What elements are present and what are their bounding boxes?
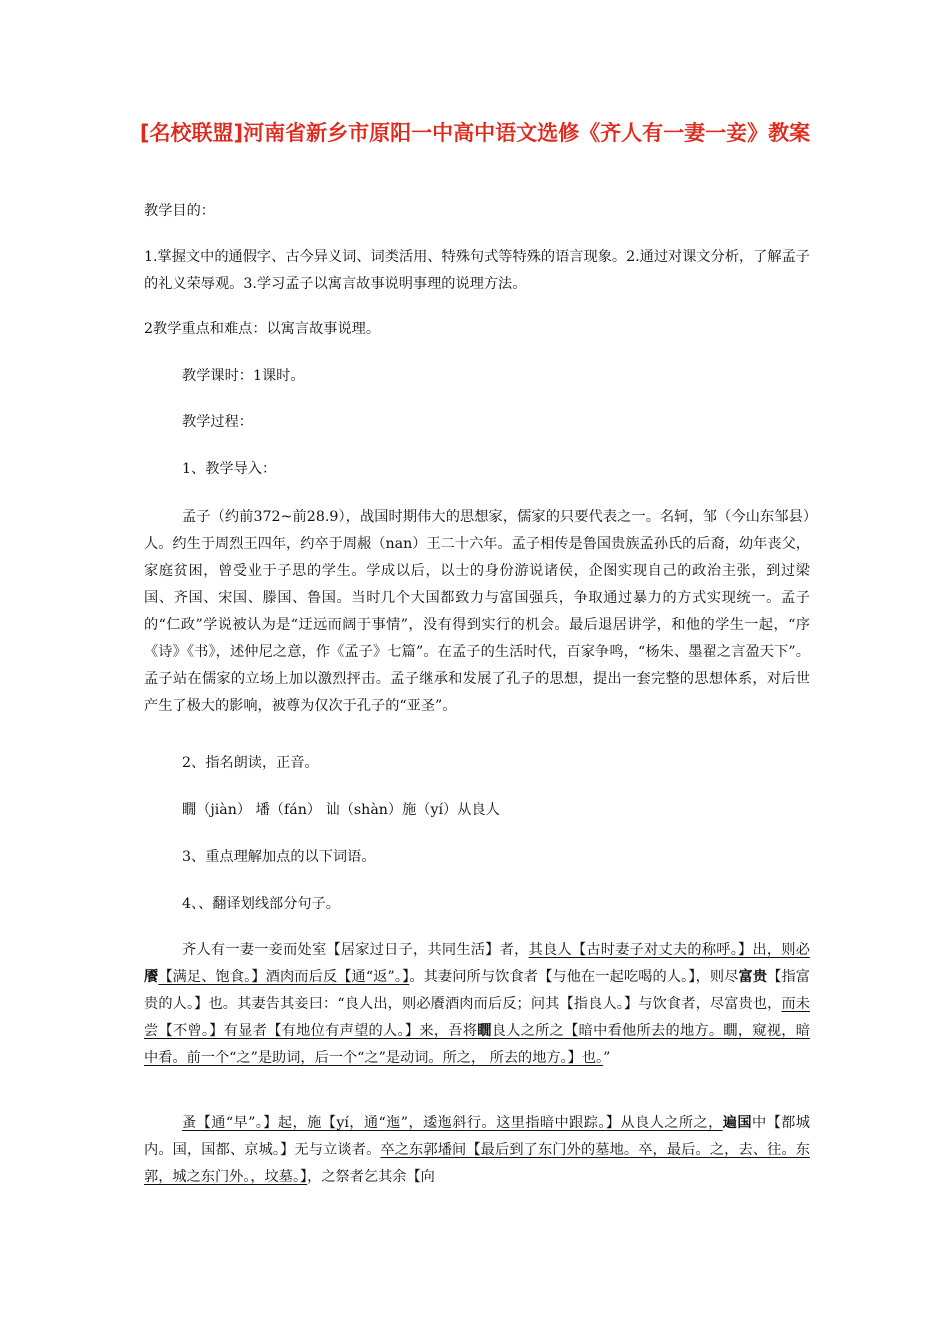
underlined-segment: 卒之东郭墦间【最后到了东门外的墓地。卒，最后。之，去、往。东郭，城之东门外。，坟墓。】: [144, 1142, 810, 1185]
text-segment: 齐人有一妻一妾而处室【居家过日子，共同生活】者，: [182, 942, 529, 958]
bold-word: 富贵: [738, 969, 768, 985]
text-segment: ”: [603, 1050, 611, 1066]
bold-word: 餍: [144, 969, 159, 985]
step-2-heading: 2、指名朗读，正音。: [182, 755, 319, 771]
step-1-heading: 1、教学导入：: [182, 461, 277, 477]
section-label-objectives: 教学目的：: [144, 203, 215, 219]
section-label-process: 教学过程：: [182, 414, 253, 430]
bold-word: 遍国: [722, 1115, 752, 1131]
underlined-segment: 而未尝【不曾。】有显者【有地位有声望的人。】来，吾将: [144, 996, 810, 1039]
underlined-segment: 【满足、饱食。】酒肉而后反【通“返”。】: [158, 969, 410, 985]
step-4-heading: 4、、翻译划线部分句子。: [182, 896, 340, 912]
key-points-text: 2教学重点和难点：以寓言故事说理。: [144, 321, 381, 337]
bold-word: 瞯: [477, 1023, 492, 1039]
original-text-paragraph-1: [144, 937, 810, 1072]
objectives-text: 1.掌握文中的通假字、古今异义词、词类活用、特殊句式等特殊的语言现象。2.通过对课文分析，了解孟子的礼义荣辱观。3.学习孟子以寓言故事说明事理的说理方法。: [144, 249, 810, 292]
pronunciation-line: 瞯（jiàn） 墦（fán） 讪（shàn）施（yí）从良人: [182, 802, 500, 818]
class-hours-text: 教学课时：1课时。: [182, 368, 305, 384]
underlined-segment: 蚤【通“早”。】起，施【yí，通“迤”，逶迤斜行。这里指暗中跟踪。】从良人之所之，: [182, 1115, 723, 1131]
text-segment: 中【都城内。国，国都、京城。】无与立谈者。: [144, 1115, 810, 1158]
underlined-segment: 其良人【古时妻子对丈夫的称呼。】出，则必: [528, 942, 810, 958]
text-segment: 【指富贵的人。】也。其妻告其妾曰：“良人出，则必餍酒肉而后反；问其【指良人。】与饮食者，尽富贵也，: [144, 969, 810, 1012]
text-segment: 。其妻问所与饮食者【与他在一起吃喝的人。】，则尽: [409, 969, 739, 985]
original-text-paragraph-2: [144, 1110, 810, 1191]
document-title: [名校联盟]河南省新乡市原阳一中高中语文选修《齐人有一妻一妾》教案: [139, 121, 811, 145]
mencius-intro-paragraph: 孟子（约前372~前28.9），战国时期伟大的思想家，儒家的只要代表之一。名轲，邹（今山东邹县）人。约生于周烈王四年，约卒于周赧（nan）王二十六年。孟子相传是鲁国贵族孟孙氏的后裔，幼年丧父，家庭贫困，曾受业于子思的学生。学成以后，以士的身份游说诸侯，企图实现自己的政治主张，到过梁国、齐国、宋国、滕国、鲁国。当时几个大国都致力与富国强兵，争取通过暴力的方式实现统一。孟子的“仁政”学说被认为是“迂远而阔于事情”，没有得到实行的机会。最后退居讲学，和他的学生一起，“序《诗》《书》，述仲尼之意，作《孟子》七篇”。在孟子的生活时代，百家争鸣，“杨朱、墨翟之言盈天下”。孟子站在儒家的立场上加以激烈抨击。孟子继承和发展了孔子的思想，提出一套完整的思想体系，对后世产生了极大的影响，被尊为仅次于孔子的“亚圣”。: [144, 509, 810, 714]
text-segment: ，之祭者乞其余【向: [307, 1169, 435, 1185]
step-3-heading: 3、重点理解加点的以下词语。: [182, 849, 376, 865]
underlined-segment: 良人之所之【暗中看他所去的地方。瞯，窥视，暗中看。前一个“之”是助词，后一个“之”是动词。所之， 所去的地方。】也。: [144, 1023, 810, 1066]
